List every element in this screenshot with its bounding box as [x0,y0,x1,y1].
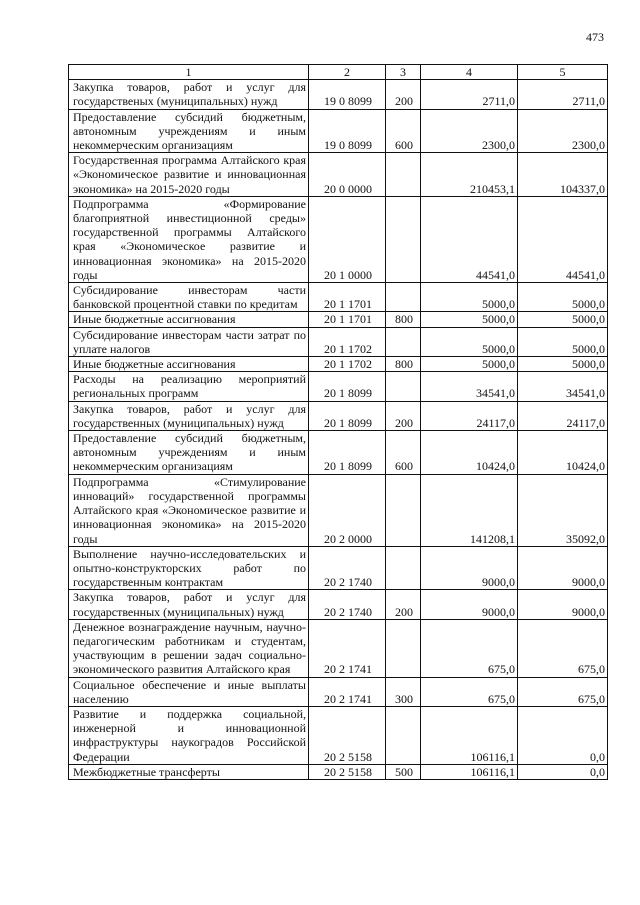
expense-type-cell [386,619,421,677]
row-name-cell: Социальное обеспечение и иные выплаты населению [69,677,309,706]
amount-col5-cell: 10424,0 [518,431,608,475]
target-article-cell: 20 1 8099 [309,431,386,475]
row-name-cell: Закупка товаров, работ и услуг для государственных (муниципальных) нужд [69,401,309,430]
expense-type-cell: 200 [386,590,421,619]
target-article-cell: 20 1 8099 [309,372,386,401]
expense-type-cell [386,283,421,312]
amount-col5-cell: 24117,0 [518,401,608,430]
target-article-cell: 20 1 8099 [309,401,386,430]
row-name-cell: Субсидирование инвесторам части затрат по уплате налогов [69,327,309,356]
target-article-cell: 20 2 5158 [309,706,386,764]
amount-col5-cell: 9000,0 [518,590,608,619]
table-row [69,196,608,282]
target-article-cell: 20 2 1741 [309,677,386,706]
amount-col4-cell: 5000,0 [421,327,518,356]
row-name-cell: Межбюджетные трансферты [69,764,309,779]
page-number: 473 [586,30,604,44]
table-row [69,312,608,327]
target-article-cell: 19 0 8099 [309,80,386,109]
table-header-row [69,65,608,80]
target-article-cell: 20 1 1701 [309,312,386,327]
amount-col4-cell: 5000,0 [421,357,518,372]
table-row [69,474,608,546]
amount-col5-cell: 2711,0 [518,80,608,109]
expense-type-cell [386,372,421,401]
amount-col5-cell: 675,0 [518,619,608,677]
row-name-cell: Расходы на реализацию мероприятий региональных программ [69,372,309,401]
amount-col5-cell: 2300,0 [518,109,608,153]
amount-col4-cell: 675,0 [421,619,518,677]
expense-type-cell: 600 [386,431,421,475]
table-row [69,109,608,153]
amount-col5-cell: 5000,0 [518,327,608,356]
table-row [69,357,608,372]
header-cell: 3 [386,65,421,80]
table-row [69,546,608,590]
table-row [69,677,608,706]
amount-col4-cell: 106116,1 [421,706,518,764]
table-row [69,80,608,109]
table-row [69,590,608,619]
amount-col4-cell: 2711,0 [421,80,518,109]
amount-col4-cell: 675,0 [421,677,518,706]
amount-col4-cell: 210453,1 [421,153,518,197]
expense-type-cell [386,153,421,197]
row-name-cell: Подпрограмма «Формирование благоприятной инвестиционной среды» государственной программы Алтайского края «Экономическое развитие и инновационная экономика» на 2015-2020 годы [69,196,309,282]
amount-col4-cell: 2300,0 [421,109,518,153]
row-name-cell: Иные бюджетные ассигнования [69,312,309,327]
expense-type-cell: 300 [386,677,421,706]
header-cell: 5 [518,65,608,80]
table-row [69,619,608,677]
expense-type-cell [386,546,421,590]
amount-col4-cell: 34541,0 [421,372,518,401]
amount-col5-cell: 5000,0 [518,312,608,327]
amount-col5-cell: 0,0 [518,764,608,779]
row-name-cell: Субсидирование инвесторам части банковской процентной ставки по кредитам [69,283,309,312]
amount-col4-cell: 9000,0 [421,546,518,590]
row-name-cell: Иные бюджетные ассигнования [69,357,309,372]
amount-col5-cell: 44541,0 [518,196,608,282]
amount-col5-cell: 35092,0 [518,474,608,546]
row-name-cell: Предоставление субсидий бюджетным, автономным учреждениям и иным некоммерческим организациям [69,109,309,153]
amount-col5-cell: 104337,0 [518,153,608,197]
row-name-cell: Подпрограмма «Стимулирование инноваций» государственной программы Алтайского края «Экономическое развитие и инновационная экономика» на 2015-2020 годы [69,474,309,546]
amount-col5-cell: 0,0 [518,706,608,764]
amount-col4-cell: 141208,1 [421,474,518,546]
amount-col4-cell: 44541,0 [421,196,518,282]
amount-col4-cell: 10424,0 [421,431,518,475]
budget-table [68,64,608,780]
target-article-cell: 20 2 0000 [309,474,386,546]
expense-type-cell: 800 [386,312,421,327]
amount-col5-cell: 9000,0 [518,546,608,590]
amount-col4-cell: 5000,0 [421,312,518,327]
expense-type-cell: 200 [386,401,421,430]
expense-type-cell: 800 [386,357,421,372]
row-name-cell: Денежное вознаграждение научным, научно-педагогическим работникам и студентам, участвующим в решении задач социально-экономического развития Алтайского края [69,619,309,677]
table-row [69,401,608,430]
row-name-cell: Закупка товаров, работ и услуг для государственых (муниципальных) нужд [69,80,309,109]
amount-col4-cell: 24117,0 [421,401,518,430]
expense-type-cell [386,706,421,764]
amount-col4-cell: 5000,0 [421,283,518,312]
table-row [69,764,608,779]
target-article-cell: 20 1 1702 [309,357,386,372]
target-article-cell: 19 0 8099 [309,109,386,153]
row-name-cell: Выполнение научно-исследовательских и опытно-конструкторских работ по государственным контрактам [69,546,309,590]
target-article-cell: 20 1 0000 [309,196,386,282]
table-row [69,153,608,197]
row-name-cell: Закупка товаров, работ и услуг для государственных (муниципальных) нужд [69,590,309,619]
expense-type-cell [386,327,421,356]
expense-type-cell [386,196,421,282]
amount-col5-cell: 5000,0 [518,357,608,372]
row-name-cell: Государственная программа Алтайского края «Экономическое развитие и инновационная экономика» на 2015-2020 годы [69,153,309,197]
amount-col5-cell: 5000,0 [518,283,608,312]
expense-type-cell: 600 [386,109,421,153]
amount-col5-cell: 34541,0 [518,372,608,401]
expense-type-cell: 200 [386,80,421,109]
target-article-cell: 20 2 5158 [309,764,386,779]
row-name-cell: Развитие и поддержка социальной, инженерной и инновационной инфраструктуры наукоградов Российской Федерации [69,706,309,764]
header-cell: 1 [69,65,309,80]
target-article-cell: 20 1 1701 [309,283,386,312]
table-row [69,706,608,764]
table-row [69,327,608,356]
target-article-cell: 20 0 0000 [309,153,386,197]
table-row [69,283,608,312]
target-article-cell: 20 2 1741 [309,619,386,677]
target-article-cell: 20 2 1740 [309,546,386,590]
row-name-cell: Предоставление субсидий бюджетным, автономным учреждениям и иным некоммерческим организациям [69,431,309,475]
table-row [69,372,608,401]
amount-col4-cell: 9000,0 [421,590,518,619]
table-row [69,431,608,475]
header-cell: 2 [309,65,386,80]
header-cell: 4 [421,65,518,80]
amount-col4-cell: 106116,1 [421,764,518,779]
target-article-cell: 20 2 1740 [309,590,386,619]
expense-type-cell [386,474,421,546]
target-article-cell: 20 1 1702 [309,327,386,356]
expense-type-cell: 500 [386,764,421,779]
amount-col5-cell: 675,0 [518,677,608,706]
